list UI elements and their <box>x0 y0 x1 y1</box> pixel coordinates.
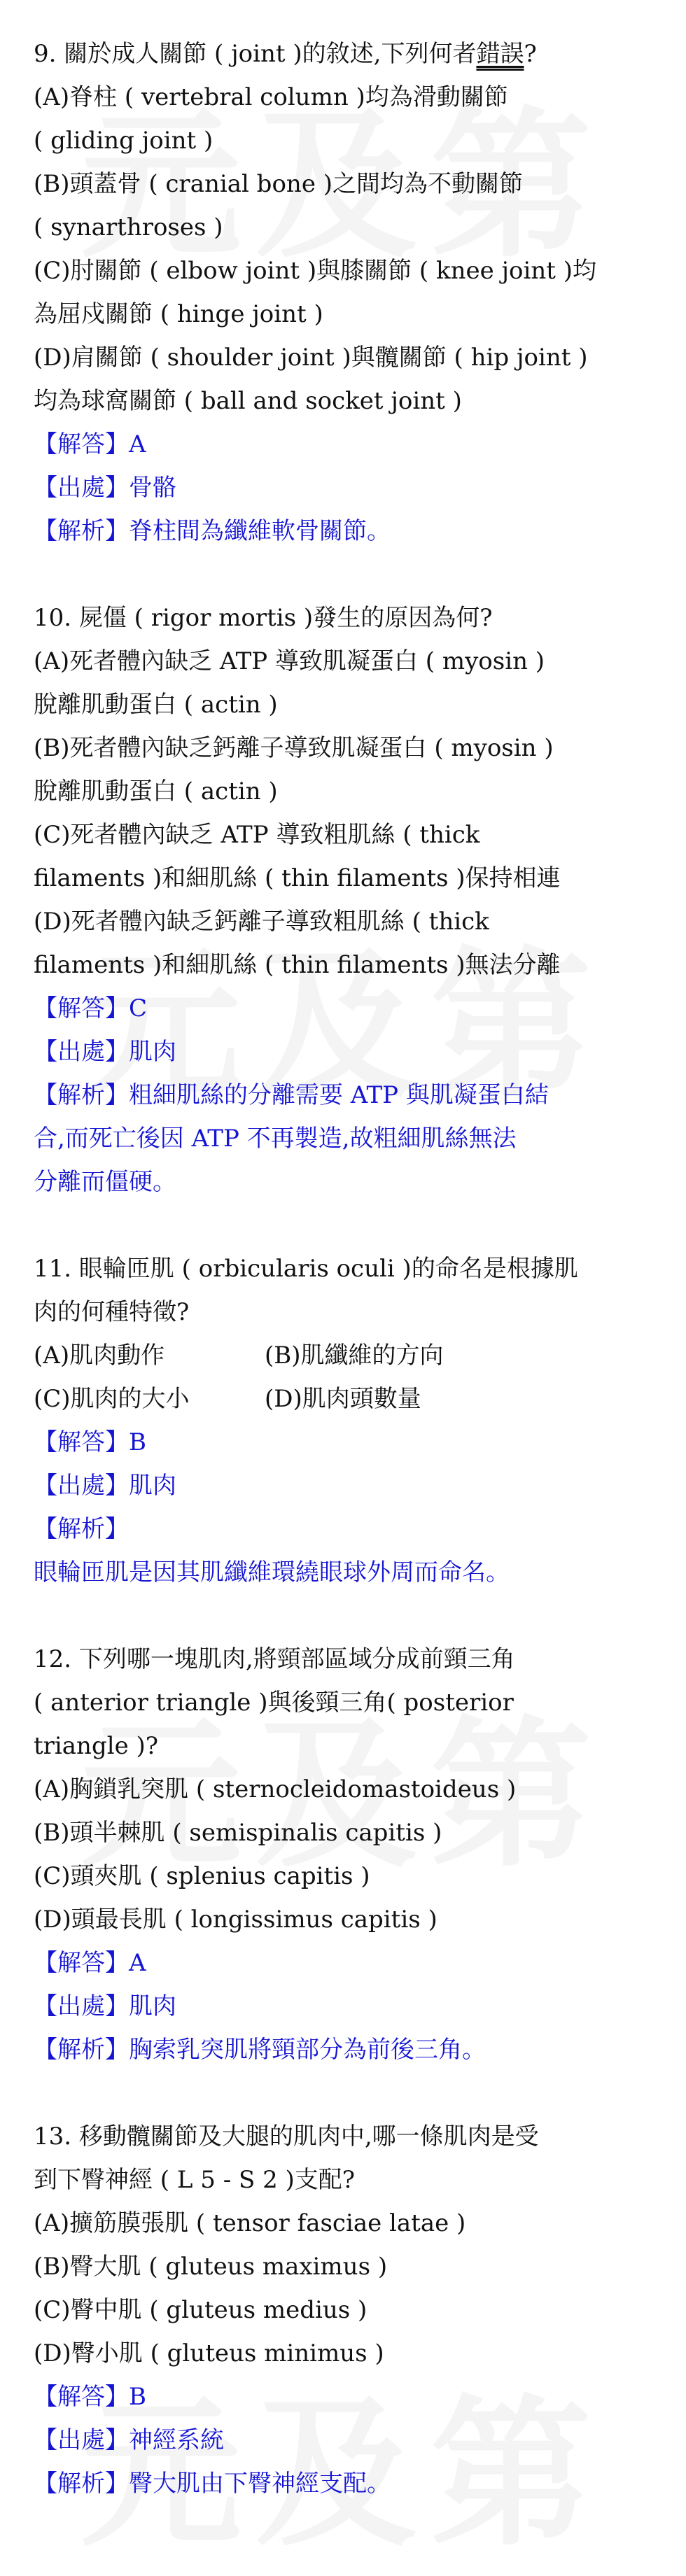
analysis: 【解析】臀大肌由下臀神經支配。 <box>34 2470 391 2498</box>
source: 【出處】肌肉 <box>34 1038 176 1066</box>
question-9 <box>34 32 658 553</box>
option-c-cont: 為屈戍關節 ( hinge joint ) <box>34 300 323 328</box>
analysis: 【解析】脊柱間為纖維軟骨關節。 <box>34 517 391 545</box>
source: 【出處】神經系統 <box>34 2426 224 2454</box>
question-10 <box>34 596 658 1204</box>
option-a-cont: ( gliding joint ) <box>34 127 214 155</box>
option-d: (D)臀小肌 ( gluteus minimus ) <box>34 2339 384 2367</box>
options-grid <box>34 1334 658 1421</box>
source: 【出處】肌肉 <box>34 1472 176 1500</box>
option-a: (A)胸鎖乳突肌 ( sternocleidomastoideus ) <box>34 1775 517 1803</box>
question-12 <box>34 1638 658 2071</box>
option-b: (B)死者體內缺乏鈣離子導致肌凝蛋白 ( myosin ) <box>34 734 554 762</box>
option-d: (D)死者體內缺乏鈣離子導致粗肌絲 ( thick <box>34 908 489 936</box>
answer: 【解答】A <box>34 430 146 458</box>
source: 【出處】肌肉 <box>34 1992 176 2020</box>
option-a: (A)脊柱 ( vertebral column )均為滑動關節 <box>34 83 508 111</box>
question-stem: 11. 眼輪匝肌 ( orbicularis oculi )的命名是根據肌 <box>34 1255 578 1283</box>
analysis-cont: 分離而僵硬。 <box>34 1168 176 1196</box>
option-d: (D)肩關節 ( shoulder joint )與髖關節 ( hip joint ) <box>34 344 588 372</box>
question-stem: 13. 移動髖關節及大腿的肌肉中,哪一條肌肉是受 <box>34 2123 539 2151</box>
option-a-cont: 脫離肌動蛋白 ( actin ) <box>34 691 278 719</box>
option-a: (A)擴筋膜張肌 ( tensor fasciae latae ) <box>34 2209 466 2237</box>
question-stem-cont: 到下臀神經 ( L 5 - S 2 )支配? <box>34 2166 356 2194</box>
question-13 <box>34 2115 658 2505</box>
option-c: (C)肌肉的大小 <box>34 1385 190 1413</box>
answer: 【解答】B <box>34 2383 146 2411</box>
option-b: (B)頭蓋骨 ( cranial bone )之間均為不動關節 <box>34 170 524 198</box>
question-stem: 9. 關於成人關節 ( joint )的敘述,下列何者錯誤? <box>34 40 537 68</box>
option-d-cont: filaments )和細肌絲 ( thin filaments )無法分離 <box>34 951 561 979</box>
source: 【出處】骨骼 <box>34 474 176 502</box>
analysis-cont: 合,而死亡後因 ATP 不再製造,故粗細肌絲無法 <box>34 1125 517 1153</box>
analysis: 【解析】 <box>34 1515 129 1543</box>
question-stem-cont: ( anterior triangle )與後頸三角( posterior <box>34 1689 514 1717</box>
option-a: (A)死者體內缺乏 ATP 導致肌凝蛋白 ( myosin ) <box>34 647 545 675</box>
answer: 【解答】A <box>34 1949 146 1977</box>
option-b-cont: 脫離肌動蛋白 ( actin ) <box>34 777 278 805</box>
option-c: (C)頭夾肌 ( splenius capitis ) <box>34 1862 370 1890</box>
analysis-body: 眼輪匝肌是因其肌纖維環繞眼球外周而命名。 <box>34 1558 510 1586</box>
option-b-cont: ( synarthroses ) <box>34 213 223 241</box>
option-b: (B)頭半棘肌 ( semispinalis capitis ) <box>34 1819 442 1847</box>
answer: 【解答】B <box>34 1428 146 1456</box>
option-c: (C)死者體內缺乏 ATP 導致粗肌絲 ( thick <box>34 821 480 849</box>
analysis: 【解析】粗細肌絲的分離需要 ATP 與肌凝蛋白結 <box>34 1081 549 1109</box>
option-c-cont: filaments )和細肌絲 ( thin filaments )保持相連 <box>34 864 561 892</box>
question-stem-cont: 肉的何種特徵? <box>34 1298 190 1326</box>
option-d: (D)頭最長肌 ( longissimus capitis ) <box>34 1906 438 1934</box>
emphasis-wrong: 錯誤 <box>476 40 524 68</box>
option-b: (B)肌纖維的方向 <box>265 1342 444 1370</box>
option-c: (C)肘關節 ( elbow joint )與膝關節 ( knee joint )均 <box>34 257 597 285</box>
question-stem-cont: triangle )? <box>34 1732 159 1760</box>
analysis: 【解析】胸索乳突肌將頸部分為前後三角。 <box>34 2036 486 2064</box>
option-d-cont: 均為球窩關節 ( ball and socket joint ) <box>34 387 462 415</box>
question-stem: 12. 下列哪一塊肌肉,將頸部區域分成前頸三角 <box>34 1645 515 1673</box>
answer: 【解答】C <box>34 994 148 1022</box>
question-stem: 10. 屍僵 ( rigor mortis )發生的原因為何? <box>34 604 493 632</box>
question-11 <box>34 1247 658 1594</box>
option-c: (C)臀中肌 ( gluteus medius ) <box>34 2296 368 2324</box>
option-d: (D)肌肉頭數量 <box>265 1385 421 1413</box>
option-a: (A)肌肉動作 <box>34 1342 165 1370</box>
option-b: (B)臀大肌 ( gluteus maximus ) <box>34 2253 388 2281</box>
